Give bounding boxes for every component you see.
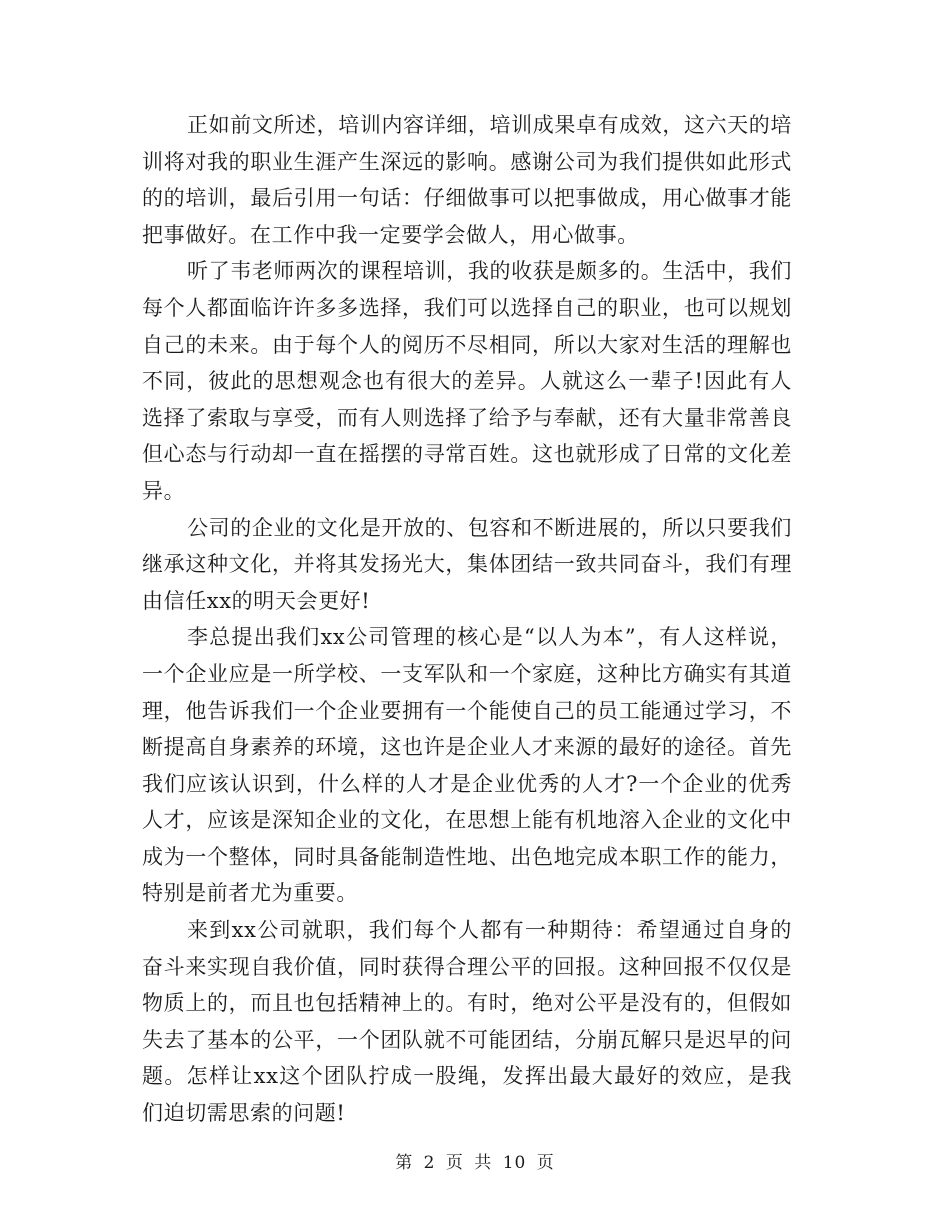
paragraph-2: 听了韦老师两次的课程培训，我的收获是颇多的。生活中，我们每个人都面临许许多多选择，我们可以选择自己的职业，也可以规划自己的未来。由于每个人的阅历不尽相同，所以大家对生活的理解也不同，彼此的思想观念也有很大的差异。人就这么一辈子!因此有人选择了索取与享受，而有人则选择了给予与奉献，还有大量非常善良但心态与行动却一直在摇摆的寻常百姓。这也就形成了日常的文化差异。 [142,259,792,503]
page-number-footer: 第 2 页 共 10 页 [395,1153,555,1173]
paragraph-5: 来到xx公司就职，我们每个人都有一种期待：希望通过自身的奋斗来实现自我价值，同时获得合理公平的回报。这种回报不仅仅是物质上的，而且也包括精神上的。有时，绝对公平是没有的，但假如失去了基本的公平，一个团队就不可能团结，分崩瓦解只是迟早的问题。怎样让xx这个团队拧成一股绳，发挥出最大最好的效应，是我们迫切需思索的问题! [142,918,792,1126]
document-body [142,107,792,1132]
paragraph-3: 公司的企业的文化是开放的、包容和不断进展的，所以只要我们继承这种文化，并将其发扬光大，集体团结一致共同奋斗，我们有理由信任xx的明天会更好! [142,515,792,613]
paragraph-4: 李总提出我们xx公司管理的核心是“以人为本”，有人这样说，一个企业应是一所学校、一支军队和一个家庭，这种比方确实有其道理，他告诉我们一个企业要拥有一个能使自己的员工能通过学习，不断提高自身素养的环境，这也许是企业人才来源的最好的途径。首先我们应该认识到，什么样的人才是企业优秀的人才?一个企业的优秀人才，应该是深知企业的文化，在思想上能有机地溶入企业的文化中成为一个整体，同时具备能制造性地、出色地完成本职工作的能力，特别是前者尤为重要。 [142,625,792,906]
paragraph-1: 正如前文所述，培训内容详细，培训成果卓有成效，这六天的培训将对我的职业生涯产生深远的影响。感谢公司为我们提供如此形式的的培训，最后引用一句话：仔细做事可以把事做成，用心做事才能把事做好。在工作中我一定要学会做人，用心做事。 [142,113,792,247]
